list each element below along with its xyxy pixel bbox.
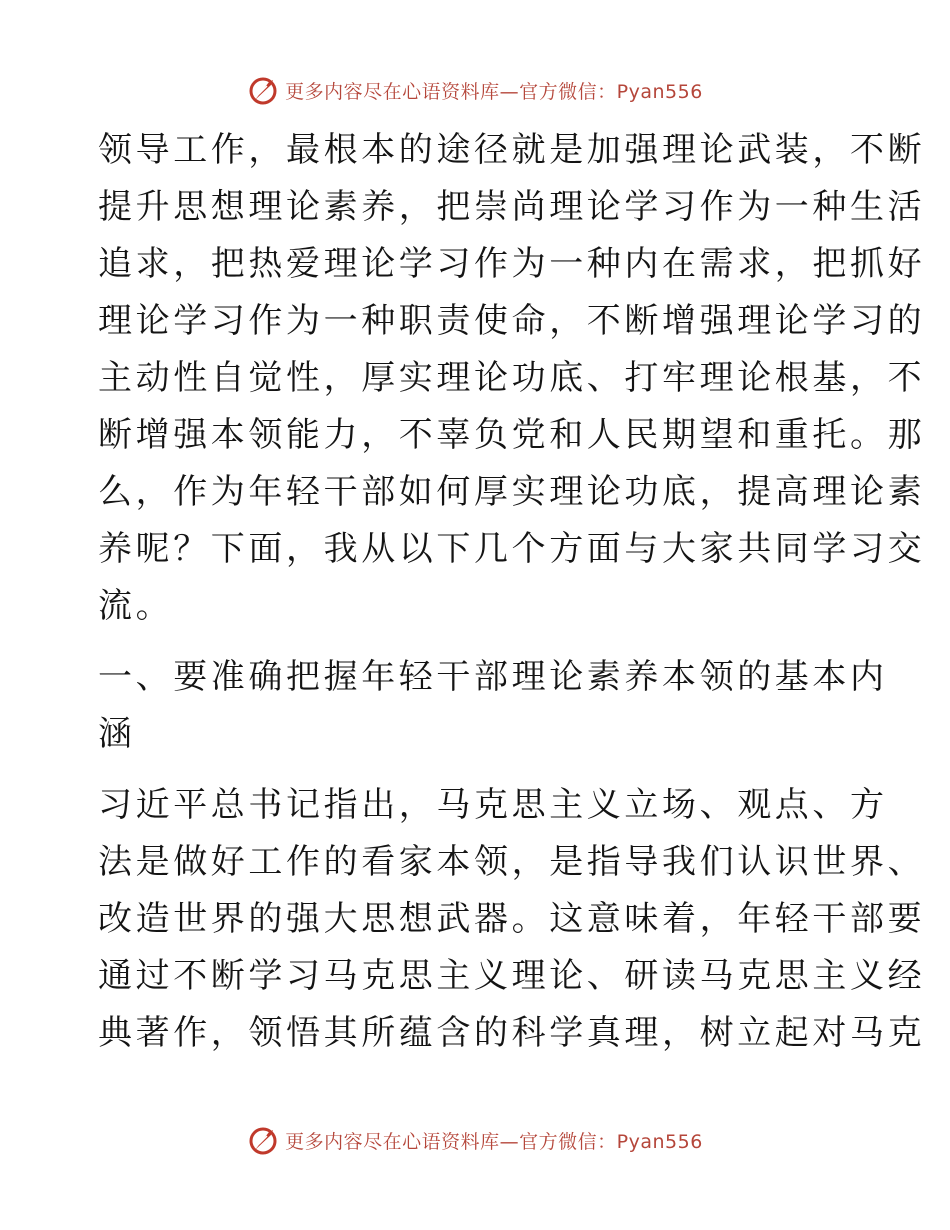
header-banner [0,70,950,110]
paragraph-line: 改造世界的强大思想武器。这意味着，年轻干部要 [98,899,926,939]
paragraph-line: 习近平总书记指出，马克思主义立场、观点、方 [98,785,888,825]
header-banner-text: 更多内容尽在心语资料库—官方微信：Pyan556 [285,80,703,103]
paragraph-line: 追求，把热爱理论学习作为一种内在需求，把抓好 [98,244,926,284]
paragraph-line: 通过不断学习马克思主义理论、研读马克思主义经 [98,956,926,996]
footer-banner-text: 更多内容尽在心语资料库—官方微信：Pyan556 [285,1130,703,1153]
paragraph-line: 主动性自觉性，厚实理论功底、打牢理论根基，不 [98,358,926,398]
heading-line: 一、要准确把握年轻干部理论素养本领的基本内 [98,657,888,697]
section-heading-1 [98,649,888,763]
paragraph-line: 理论学习作为一种职责使命，不断增强理论学习的 [98,301,926,341]
paragraph-line: 典著作，领悟其所蕴含的科学真理，树立起对马克 [98,1013,926,1053]
paragraph-line: 么，作为年轻干部如何厚实理论功底，提高理论素 [98,472,926,512]
paragraph-line: 养呢？下面，我从以下几个方面与大家共同学习交 [98,529,926,569]
paragraph-line: 流。 [98,586,174,626]
paragraph-2 [98,777,926,1062]
quill-pen-logo-icon [247,1124,279,1156]
paragraph-1 [98,122,926,635]
document-body [98,122,926,1062]
paragraph-line: 提升思想理论素养，把崇尚理论学习作为一种生活 [98,187,926,227]
heading-line: 涵 [98,714,136,754]
paragraph-line: 断增强本领能力，不辜负党和人民期望和重托。那 [98,415,926,455]
footer-banner [0,1120,950,1160]
paragraph-line: 领导工作，最根本的途径就是加强理论武装，不断 [98,130,926,170]
paragraph-line: 法是做好工作的看家本领，是指导我们认识世界、 [98,842,926,882]
quill-pen-logo-icon [247,74,279,106]
